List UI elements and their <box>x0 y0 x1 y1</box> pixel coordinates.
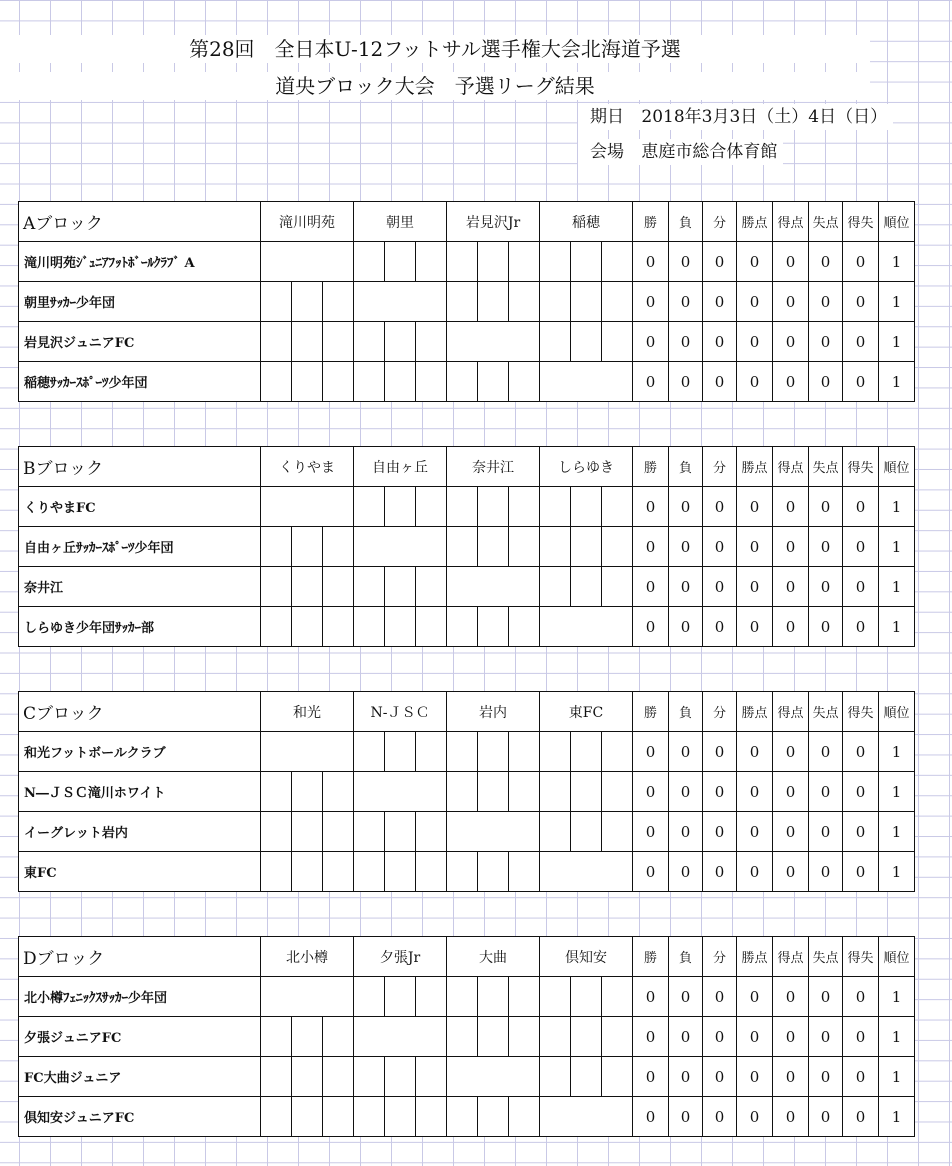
team-name: 朝里ｻｯｶｰ少年団 <box>19 282 261 322</box>
date-label: 期日 <box>590 107 624 127</box>
stat-header: 負 <box>669 202 703 242</box>
stat-value: 0 <box>809 852 843 892</box>
block-header-row <box>19 447 915 487</box>
stat-header: 得点 <box>773 937 809 977</box>
stat-value: 0 <box>773 812 809 852</box>
team-name: イーグレット岩内 <box>19 812 261 852</box>
opponent-header: 朝里 <box>354 202 447 242</box>
document-title: 第28回 全日本U-12フットサル選手権大会北海道予選 <box>0 35 870 63</box>
match-score-cell <box>354 812 447 852</box>
match-score-cell <box>261 607 354 647</box>
stat-header: 得点 <box>773 447 809 487</box>
self-match-cell <box>261 487 354 527</box>
team-row <box>19 322 915 362</box>
match-score-cell <box>447 977 540 1017</box>
stat-value: 0 <box>809 977 843 1017</box>
stat-value: 1 <box>879 362 915 402</box>
stat-value: 0 <box>737 812 773 852</box>
stat-value: 0 <box>843 772 879 812</box>
stat-value: 0 <box>843 527 879 567</box>
stat-value: 0 <box>703 322 737 362</box>
stat-value: 0 <box>737 977 773 1017</box>
stat-value: 0 <box>773 1097 809 1137</box>
match-score-cell <box>447 527 540 567</box>
match-score-cell <box>540 527 633 567</box>
stat-value: 0 <box>633 732 669 772</box>
team-name: 自由ヶ丘ｻｯｶｰｽﾎﾟｰﾂ少年団 <box>19 527 261 567</box>
stat-value: 1 <box>879 527 915 567</box>
stat-value: 0 <box>773 732 809 772</box>
opponent-header: 倶知安 <box>540 937 633 977</box>
stat-header: 得点 <box>773 692 809 732</box>
match-score-cell <box>261 1057 354 1097</box>
stat-value: 0 <box>843 487 879 527</box>
self-match-cell <box>354 772 447 812</box>
match-score-cell <box>261 772 354 812</box>
match-score-cell <box>540 1057 633 1097</box>
venue-label: 会場 <box>590 142 624 162</box>
stat-value: 0 <box>737 1097 773 1137</box>
stat-value: 0 <box>669 852 703 892</box>
team-name: しらゆき少年団ｻｯｶｰ部 <box>19 607 261 647</box>
match-score-cell <box>354 732 447 772</box>
self-match-cell <box>354 1017 447 1057</box>
block-table <box>18 201 915 402</box>
match-score-cell <box>540 732 633 772</box>
self-match-cell <box>540 1097 633 1137</box>
self-match-cell <box>447 567 540 607</box>
self-match-cell <box>354 527 447 567</box>
stat-header: 分 <box>703 447 737 487</box>
stat-value: 1 <box>879 607 915 647</box>
stat-value: 0 <box>809 242 843 282</box>
stat-value: 0 <box>843 242 879 282</box>
stat-header: 分 <box>703 937 737 977</box>
team-name: 奈井江 <box>19 567 261 607</box>
match-score-cell <box>354 322 447 362</box>
stat-value: 0 <box>703 487 737 527</box>
team-row <box>19 977 915 1017</box>
stat-header: 得失 <box>843 447 879 487</box>
team-name: 倶知安ジュニアFC <box>19 1097 261 1137</box>
block-table <box>18 936 915 1137</box>
stat-value: 0 <box>669 607 703 647</box>
match-score-cell <box>261 567 354 607</box>
match-score-cell <box>261 1017 354 1057</box>
team-name: 夕張ジュニアFC <box>19 1017 261 1057</box>
stat-value: 0 <box>809 732 843 772</box>
stat-value: 0 <box>669 487 703 527</box>
stat-header: 勝点 <box>737 937 773 977</box>
team-name: 北小樽ﾌｪﾆｯｸｽｻｯｶｰ少年団 <box>19 977 261 1017</box>
team-row <box>19 852 915 892</box>
match-score-cell <box>354 1057 447 1097</box>
team-row <box>19 242 915 282</box>
stat-header: 分 <box>703 692 737 732</box>
match-score-cell <box>540 772 633 812</box>
match-score-cell <box>540 282 633 322</box>
stat-header: 勝点 <box>737 447 773 487</box>
team-name: FC大曲ジュニア <box>19 1057 261 1097</box>
opponent-header: 夕張Jr <box>354 937 447 977</box>
match-score-cell <box>540 242 633 282</box>
match-score-cell <box>447 487 540 527</box>
stat-value: 1 <box>879 1017 915 1057</box>
stat-value: 0 <box>633 1017 669 1057</box>
stat-value: 0 <box>703 977 737 1017</box>
stat-value: 0 <box>633 772 669 812</box>
match-score-cell <box>447 242 540 282</box>
stat-header: 失点 <box>809 937 843 977</box>
stat-value: 0 <box>737 322 773 362</box>
stat-value: 0 <box>773 282 809 322</box>
stat-value: 0 <box>773 487 809 527</box>
stat-value: 0 <box>843 812 879 852</box>
block-header-row <box>19 202 915 242</box>
stat-value: 0 <box>633 852 669 892</box>
stat-value: 0 <box>737 772 773 812</box>
stat-value: 0 <box>809 282 843 322</box>
match-score-cell <box>261 322 354 362</box>
block-name: Cブロック <box>19 692 261 732</box>
self-match-cell <box>354 282 447 322</box>
stat-value: 0 <box>843 1097 879 1137</box>
stat-value: 0 <box>633 1057 669 1097</box>
stat-header: 勝 <box>633 447 669 487</box>
match-score-cell <box>354 607 447 647</box>
block-name: Aブロック <box>19 202 261 242</box>
match-score-cell <box>447 607 540 647</box>
team-row <box>19 282 915 322</box>
match-score-cell <box>354 1097 447 1137</box>
stat-value: 0 <box>737 282 773 322</box>
team-name: 東FC <box>19 852 261 892</box>
team-row <box>19 1017 915 1057</box>
self-match-cell <box>261 732 354 772</box>
stat-value: 1 <box>879 322 915 362</box>
self-match-cell <box>447 812 540 852</box>
stat-header: 得失 <box>843 202 879 242</box>
stat-value: 0 <box>669 322 703 362</box>
stat-value: 1 <box>879 242 915 282</box>
stat-header: 順位 <box>879 937 915 977</box>
stat-value: 0 <box>773 1017 809 1057</box>
stat-value: 0 <box>669 242 703 282</box>
stat-value: 0 <box>703 852 737 892</box>
self-match-cell <box>540 852 633 892</box>
stat-value: 0 <box>809 567 843 607</box>
self-match-cell <box>261 242 354 282</box>
date-value: 2018年3月3日（土）4日（日） <box>641 107 888 127</box>
self-match-cell <box>540 607 633 647</box>
match-score-cell <box>354 567 447 607</box>
match-score-cell <box>540 1017 633 1057</box>
opponent-header: 和光 <box>261 692 354 732</box>
match-score-cell <box>447 732 540 772</box>
opponent-header: N-ＪＳＣ <box>354 692 447 732</box>
opponent-header: 自由ヶ丘 <box>354 447 447 487</box>
stat-value: 0 <box>809 1097 843 1137</box>
match-score-cell <box>447 852 540 892</box>
stat-value: 0 <box>669 567 703 607</box>
stat-value: 0 <box>633 242 669 282</box>
stat-value: 0 <box>703 607 737 647</box>
stat-value: 0 <box>737 1017 773 1057</box>
match-score-cell <box>447 282 540 322</box>
stat-value: 0 <box>669 812 703 852</box>
match-score-cell <box>540 812 633 852</box>
team-row <box>19 527 915 567</box>
stat-value: 0 <box>703 362 737 402</box>
stat-value: 0 <box>633 282 669 322</box>
stat-header: 負 <box>669 447 703 487</box>
team-row <box>19 812 915 852</box>
stat-value: 0 <box>633 1097 669 1137</box>
team-row <box>19 732 915 772</box>
self-match-cell <box>540 362 633 402</box>
team-row <box>19 487 915 527</box>
match-score-cell <box>540 567 633 607</box>
self-match-cell <box>261 977 354 1017</box>
block-header-row <box>19 937 915 977</box>
match-score-cell <box>354 362 447 402</box>
stat-value: 0 <box>703 1017 737 1057</box>
stat-value: 1 <box>879 487 915 527</box>
team-name: 岩見沢ジュニアFC <box>19 322 261 362</box>
block-table <box>18 691 915 892</box>
team-name: 和光フットボールクラブ <box>19 732 261 772</box>
stat-value: 0 <box>843 607 879 647</box>
block-name: Bブロック <box>19 447 261 487</box>
stat-value: 0 <box>843 852 879 892</box>
stat-value: 0 <box>669 282 703 322</box>
stat-header: 勝点 <box>737 692 773 732</box>
venue-value: 恵庭市総合体育館 <box>641 142 778 162</box>
stat-value: 1 <box>879 812 915 852</box>
stat-value: 0 <box>737 242 773 282</box>
stat-value: 0 <box>737 527 773 567</box>
match-score-cell <box>540 322 633 362</box>
stat-value: 0 <box>843 322 879 362</box>
match-score-cell <box>447 1017 540 1057</box>
stat-value: 0 <box>773 527 809 567</box>
match-score-cell <box>540 487 633 527</box>
opponent-header: 岩内 <box>447 692 540 732</box>
stat-value: 0 <box>737 567 773 607</box>
stat-value: 0 <box>703 1057 737 1097</box>
stat-value: 0 <box>703 732 737 772</box>
stat-value: 1 <box>879 772 915 812</box>
stat-value: 0 <box>809 1057 843 1097</box>
stat-value: 0 <box>669 772 703 812</box>
stat-value: 0 <box>737 852 773 892</box>
stat-header: 勝 <box>633 692 669 732</box>
match-score-cell <box>261 852 354 892</box>
stat-header: 分 <box>703 202 737 242</box>
team-row <box>19 1097 915 1137</box>
stat-value: 0 <box>703 282 737 322</box>
stat-header: 勝点 <box>737 202 773 242</box>
stat-value: 0 <box>809 322 843 362</box>
team-name: くりやまFC <box>19 487 261 527</box>
match-score-cell <box>261 362 354 402</box>
stat-value: 0 <box>843 1057 879 1097</box>
stat-value: 0 <box>773 772 809 812</box>
stat-value: 0 <box>669 1057 703 1097</box>
stat-value: 1 <box>879 1057 915 1097</box>
stat-header: 順位 <box>879 447 915 487</box>
stat-value: 0 <box>773 567 809 607</box>
stat-value: 1 <box>879 977 915 1017</box>
stat-header: 得失 <box>843 937 879 977</box>
stat-value: 1 <box>879 567 915 607</box>
match-score-cell <box>354 977 447 1017</box>
stat-value: 0 <box>843 977 879 1017</box>
stat-value: 0 <box>773 607 809 647</box>
stat-value: 0 <box>669 1097 703 1137</box>
team-name: 滝川明苑ｼﾞｭﾆｱﾌｯﾄﾎﾞｰﾙｸﾗﾌﾞ A <box>19 242 261 282</box>
stat-value: 0 <box>669 527 703 567</box>
match-score-cell <box>261 282 354 322</box>
stat-value: 0 <box>809 527 843 567</box>
stat-value: 0 <box>737 607 773 647</box>
team-name: 稲穂ｻｯｶｰｽﾎﾟｰﾂ少年団 <box>19 362 261 402</box>
stat-value: 0 <box>737 732 773 772</box>
stat-header: 順位 <box>879 202 915 242</box>
self-match-cell <box>447 322 540 362</box>
team-row <box>19 772 915 812</box>
stat-value: 0 <box>809 772 843 812</box>
stat-value: 0 <box>703 812 737 852</box>
opponent-header: 東FC <box>540 692 633 732</box>
stat-value: 0 <box>843 732 879 772</box>
stat-header: 失点 <box>809 202 843 242</box>
opponent-header: 北小樽 <box>261 937 354 977</box>
block-header-row <box>19 692 915 732</box>
self-match-cell <box>447 1057 540 1097</box>
opponent-header: くりやま <box>261 447 354 487</box>
stat-value: 0 <box>809 1017 843 1057</box>
match-score-cell <box>261 527 354 567</box>
opponent-header: 岩見沢Jr <box>447 202 540 242</box>
stat-value: 0 <box>773 977 809 1017</box>
team-row <box>19 567 915 607</box>
stat-value: 0 <box>773 242 809 282</box>
stat-value: 0 <box>703 772 737 812</box>
stat-header: 失点 <box>809 447 843 487</box>
stat-value: 0 <box>633 567 669 607</box>
stat-value: 0 <box>773 1057 809 1097</box>
opponent-header: 奈井江 <box>447 447 540 487</box>
stat-value: 0 <box>773 322 809 362</box>
stat-value: 0 <box>633 322 669 362</box>
stat-value: 0 <box>809 487 843 527</box>
opponent-header: 稲穂 <box>540 202 633 242</box>
stat-value: 0 <box>843 1017 879 1057</box>
stat-header: 順位 <box>879 692 915 732</box>
stat-header: 勝 <box>633 202 669 242</box>
stat-value: 0 <box>737 487 773 527</box>
match-score-cell <box>447 772 540 812</box>
opponent-header: 滝川明苑 <box>261 202 354 242</box>
stat-value: 1 <box>879 1097 915 1137</box>
match-score-cell <box>261 812 354 852</box>
stat-value: 0 <box>773 362 809 402</box>
opponent-header: 大曲 <box>447 937 540 977</box>
match-score-cell <box>447 1097 540 1137</box>
document-subtitle: 道央ブロック大会 予選リーグ結果 <box>0 72 870 100</box>
stat-value: 0 <box>843 362 879 402</box>
stat-value: 0 <box>669 977 703 1017</box>
match-score-cell <box>540 977 633 1017</box>
stat-value: 0 <box>669 732 703 772</box>
team-row <box>19 362 915 402</box>
stat-value: 0 <box>633 362 669 402</box>
stat-value: 0 <box>773 852 809 892</box>
stat-value: 0 <box>703 242 737 282</box>
stat-header: 得失 <box>843 692 879 732</box>
team-row <box>19 607 915 647</box>
date-row <box>578 104 893 130</box>
stat-value: 0 <box>633 527 669 567</box>
stat-header: 失点 <box>809 692 843 732</box>
stat-value: 0 <box>633 977 669 1017</box>
venue-row <box>578 139 783 165</box>
stat-value: 0 <box>843 282 879 322</box>
stat-value: 1 <box>879 732 915 772</box>
stat-value: 0 <box>703 567 737 607</box>
stat-value: 0 <box>843 567 879 607</box>
match-score-cell <box>354 852 447 892</box>
stat-value: 0 <box>633 607 669 647</box>
block-table <box>18 446 915 647</box>
stat-header: 勝 <box>633 937 669 977</box>
stat-header: 得点 <box>773 202 809 242</box>
stat-value: 0 <box>703 1097 737 1137</box>
match-score-cell <box>354 242 447 282</box>
team-row <box>19 1057 915 1097</box>
team-name: N―ＪＳＣ滝川ホワイト <box>19 772 261 812</box>
opponent-header: しらゆき <box>540 447 633 487</box>
stat-value: 0 <box>633 812 669 852</box>
block-name: Dブロック <box>19 937 261 977</box>
match-score-cell <box>261 1097 354 1137</box>
stat-header: 負 <box>669 692 703 732</box>
stat-value: 0 <box>737 362 773 402</box>
stat-value: 0 <box>737 1057 773 1097</box>
stat-value: 1 <box>879 852 915 892</box>
stat-header: 負 <box>669 937 703 977</box>
stat-value: 0 <box>809 607 843 647</box>
match-score-cell <box>354 487 447 527</box>
stat-value: 0 <box>633 487 669 527</box>
stat-value: 0 <box>809 812 843 852</box>
stat-value: 0 <box>703 527 737 567</box>
stat-value: 0 <box>669 362 703 402</box>
stat-value: 0 <box>669 1017 703 1057</box>
stat-value: 0 <box>809 362 843 402</box>
match-score-cell <box>447 362 540 402</box>
stat-value: 1 <box>879 282 915 322</box>
